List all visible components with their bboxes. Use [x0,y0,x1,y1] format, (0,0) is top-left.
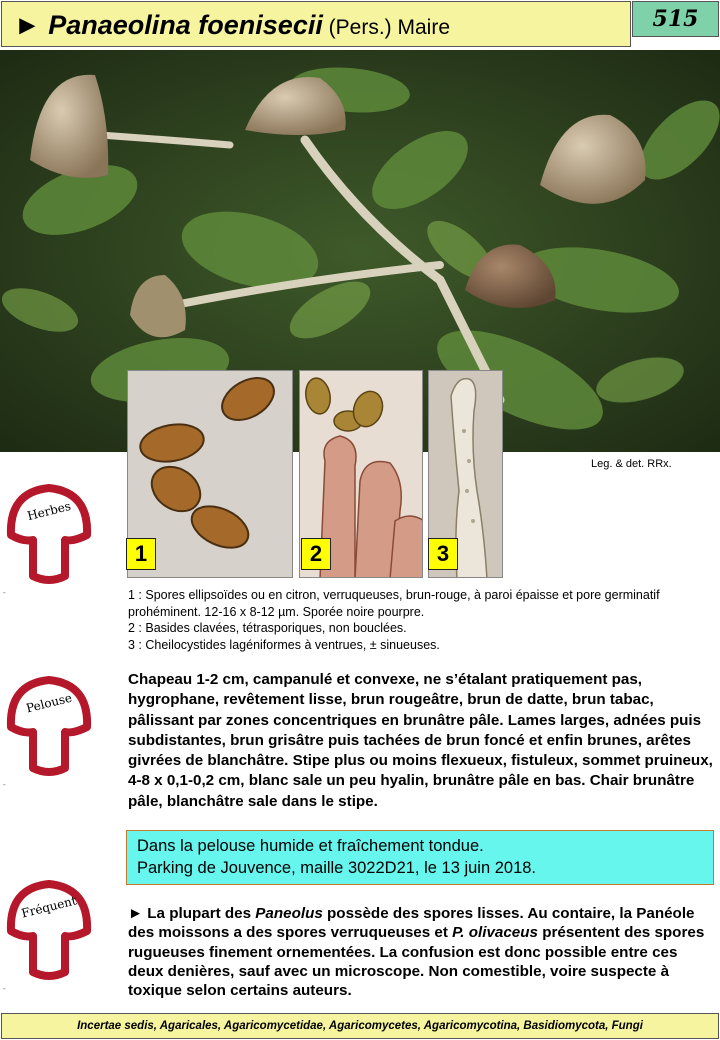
habitat-box [126,830,714,885]
micrograph-label-3: 3 [428,538,458,570]
taxonomy-footer: Incertae sedis, Agaricales, Agaricomycetidae, Agaricomycetes, Agaricomycotina, Basidiomycota, Fungi [1,1013,719,1039]
genus-name: Paneolus [255,905,323,922]
page-title [14,10,450,41]
notes-text: ► La plupart des Paneolus possède des spores lisses. Au contaire, la Panéole des moissons a des spores verruqueuses et P. olivaceus présentent des spores rugueuses finement ornementées. La confusion est donc possible entre ces deux denières, sauf avec un microscope. Non comestible, voire suspecte à toxique selon certains auteurs. [128,905,705,1000]
badge-herbes: Herbes - [3,480,95,600]
micrograph-label-1: 1 [126,538,156,570]
description-text: Chapeau 1-2 cm, campanulé et convexe, ne s’étalant pratiquement pas, hygrophane, revêtement lisse, brun rougeâtre, brun de datte, brun tabac, pâlissant par zones concentriques en brunâtre pâle. Lames larges, adnées puis subdistantes, brun grisâtre puis tachées de brun foncé et enfin brunes, arêtes givrées de blanchâtre. Stipe plus ou moins flexueux, fistuleux, sommet pruineux, 4-8 x 0,1-0,2 cm, blanc sale un peu hyalin, brunâtre pâle en bas. Chair brunâtre pâle, blanchâtre sale dans le stipe. [128,671,713,810]
habitat-line-2: Parking de Jouvence, maille 3022D21, le 13 juin 2018. [137,859,537,877]
habitat-line-1: Dans la pelouse humide et fraîchement tondue. [137,837,484,855]
caption-1: 1 : Spores ellipsoïdes ou en citron, verruqueuses, brun-rouge, à paroi épaisse et pore germinatif prohéminent. 12-16 x 8-12 µm. Sporée noire pourpre. [128,588,660,619]
badge-label: Herbes [25,498,73,524]
badge-pelouse: Pelouse - [3,672,95,792]
caption-2: 2 : Basides clavées, tétrasporiques, non bouclées. [128,621,407,635]
badge-frequent: Fréquent - [3,876,95,996]
title-bar [1,1,631,47]
badge-label: Pelouse [24,690,74,716]
title-bullet: ► [14,10,49,40]
caption-3: 3 : Cheilocystides lagéniformes à ventrues, ± sinueuses. [128,637,440,652]
credit-text: Leg. & det. RRx. [591,458,672,470]
badge-label: Fréquent [20,893,78,921]
species-olivaceus: P. olivaceus [452,924,538,942]
micrograph-captions [128,587,708,653]
plate-number: 515 [632,1,719,37]
species-name: Panaeolina foenisecii [48,10,323,40]
micrograph-label-2: 2 [301,538,331,570]
species-authority: (Pers.) Maire [322,16,451,39]
